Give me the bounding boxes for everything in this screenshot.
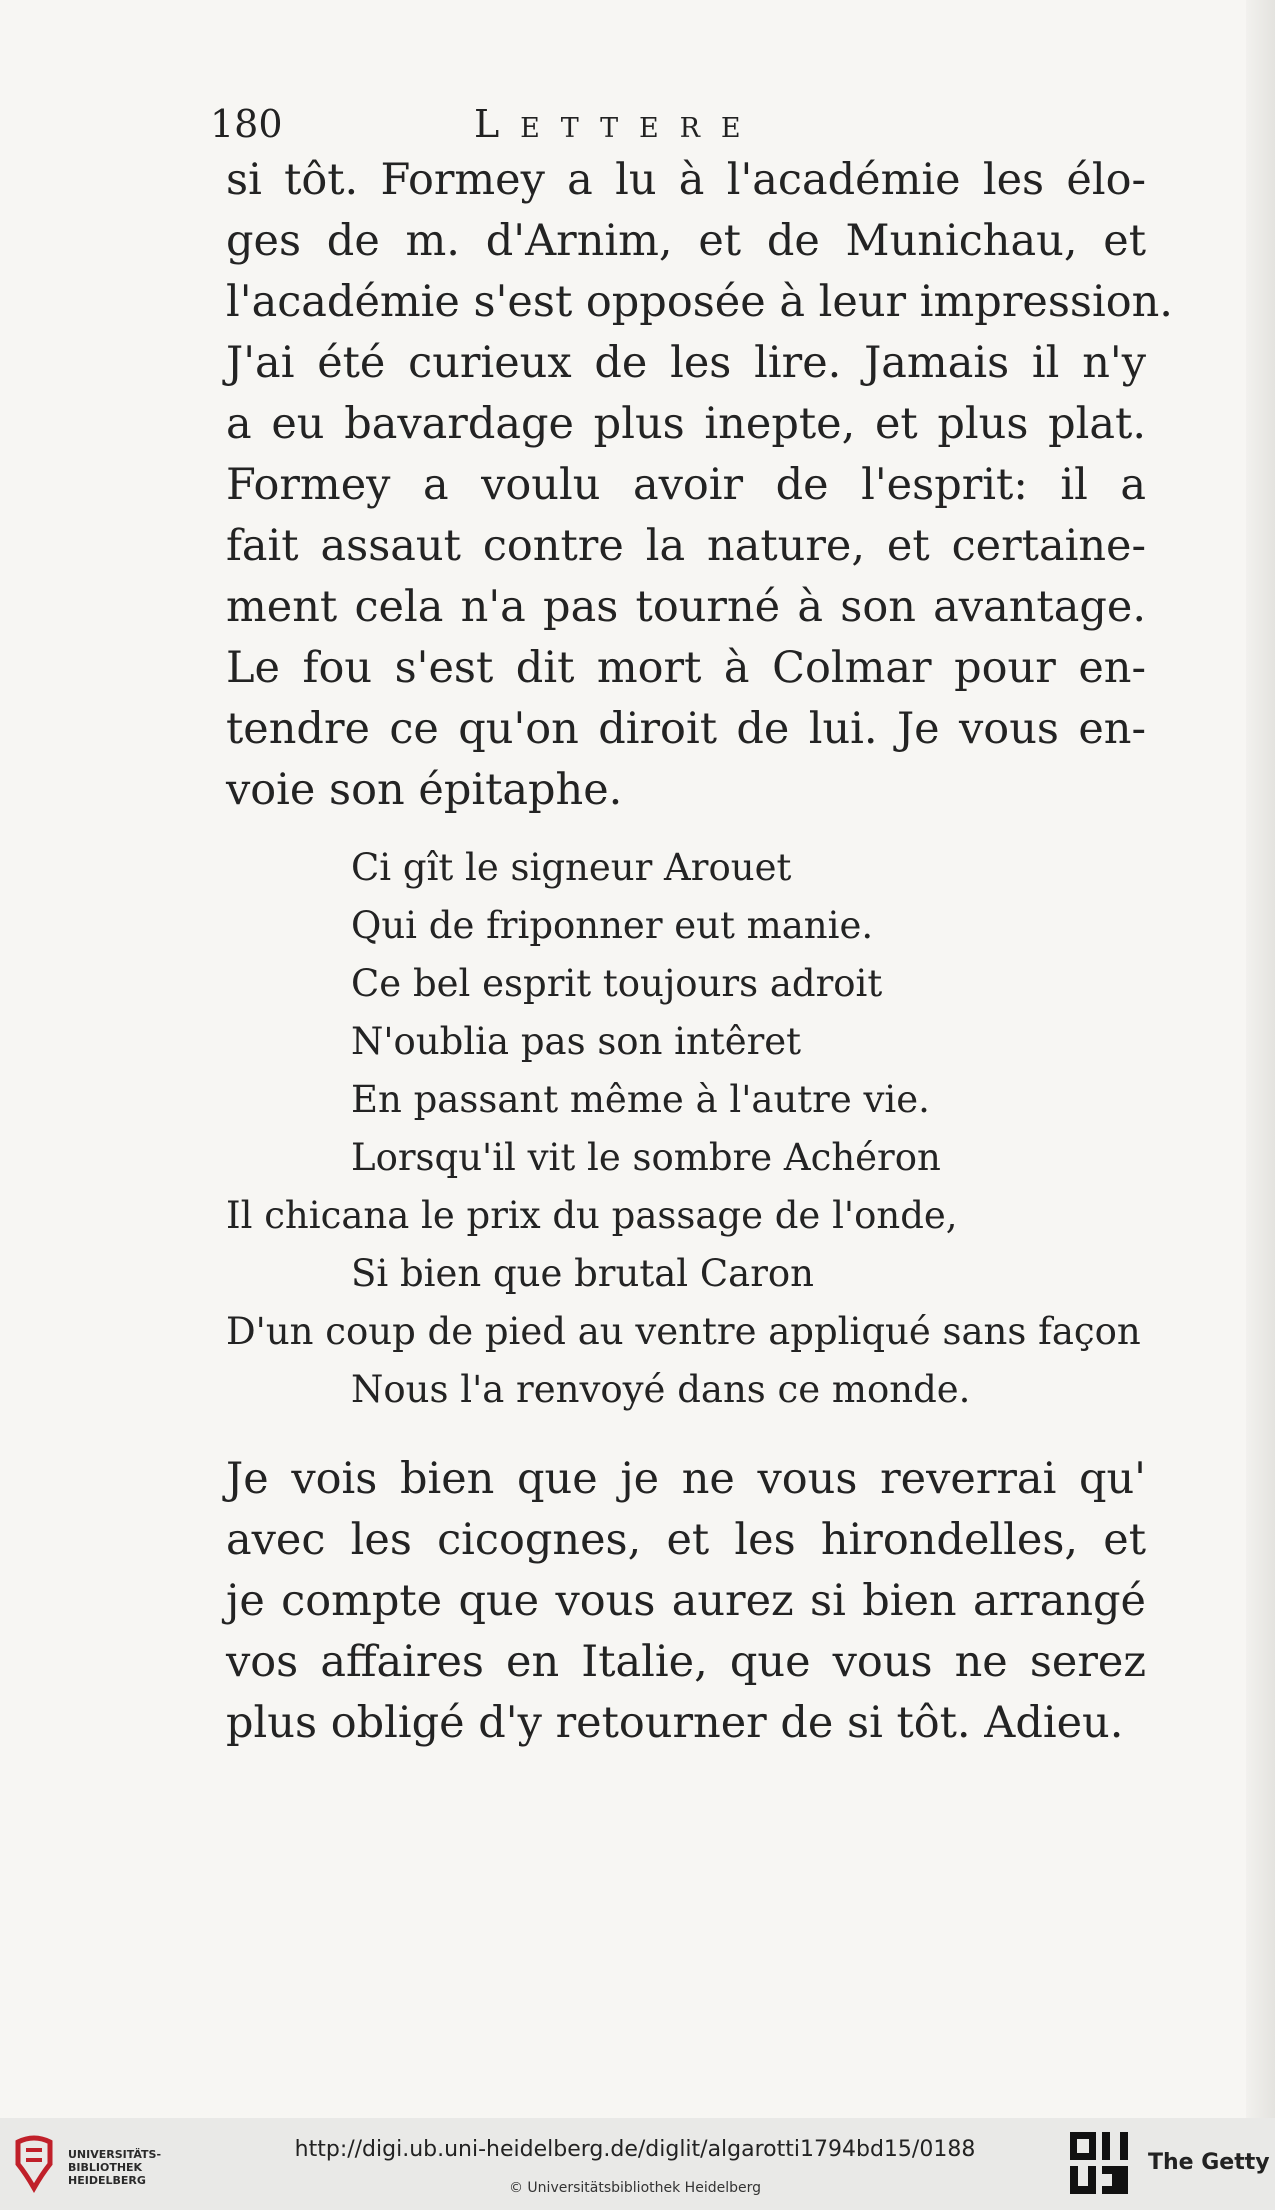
permalink-url[interactable]: http://digi.ub.uni-heidelberg.de/diglit/algarotti1794bd15/0188 [294, 2137, 976, 2162]
text-line: ment cela n'a pas tourné à son avantage. [226, 582, 1146, 632]
text-line: vos affaires en Italie, que vous ne serez [226, 1637, 1146, 1687]
text-line: fait assaut contre la nature, et certaine- [226, 521, 1146, 571]
verse-line: Si bien que brutal Caron [351, 1252, 815, 1295]
verse-line: Qui de friponner eut manie. [351, 904, 874, 947]
verse-line: Lorsqu'il vit le sombre Achéron [351, 1136, 941, 1179]
getty-name: The Getty [1148, 2150, 1270, 2175]
verse-line: Ce bel esprit toujours adroit [351, 962, 883, 1005]
epitaph-verse [226, 821, 1146, 1419]
getty-logo-icon[interactable] [1070, 2132, 1128, 2194]
text-line: plus obligé d'y retourner de si tôt. Adieu. [226, 1698, 1124, 1748]
verse-line: N'oublia pas son intêret [351, 1020, 802, 1063]
verse-line: Ci gît le signeur Arouet [351, 846, 792, 889]
text-line: avec les cicognes, et les hirondelles, et [226, 1515, 1146, 1565]
verse-line: D'un coup de pied au ventre appliqué sans façon [226, 1310, 1141, 1353]
page-edge [1246, 0, 1275, 2118]
copyright-notice: © Universitätsbibliothek Heidelberg [508, 2180, 761, 2196]
library-logo-text [68, 2148, 161, 2187]
text-line: voie son épitaphe. [226, 765, 623, 815]
text-line: a eu bavardage plus inepte, et plus plat. [226, 399, 1146, 449]
verse-line: Il chicana le prix du passage de l'onde, [226, 1194, 958, 1237]
text-line: J'ai été curieux de les lire. Jamais il n'y [226, 338, 1146, 388]
page-number: 180 [210, 102, 283, 146]
text-line: Formey a voulu avoir de l'esprit: il a [226, 460, 1146, 510]
text-line: Je vois bien que je ne vous reverrai qu' [226, 1454, 1146, 1504]
text-line: ges de m. d'Arnim, et de Munichau, et [226, 216, 1146, 266]
viewer-footer [0, 2118, 1275, 2210]
logo-line: UNIVERSITÄTS- [68, 2148, 162, 2161]
page-body [226, 150, 1173, 1754]
logo-line: BIBLIOTHEK [68, 2161, 143, 2174]
text-line: l'académie s'est opposée à leur impression. [226, 277, 1173, 327]
university-library-logo[interactable] [12, 2128, 172, 2200]
page-header [210, 96, 910, 152]
text-line: tendre ce qu'on diroit de lui. Je vous en- [226, 704, 1146, 754]
prose-paragraph-2 [226, 1449, 1146, 1754]
verse-line: En passant même à l'autre vie. [351, 1078, 930, 1121]
library-emblem-icon [12, 2134, 56, 2194]
logo-line: HEIDELBERG [68, 2174, 146, 2187]
prose-paragraph-1 [226, 150, 1173, 821]
running-title: Lettere [474, 102, 762, 146]
text-line: si tôt. Formey a lu à l'académie les élo- [226, 155, 1146, 205]
text-line: je compte que vous aurez si bien arrangé [226, 1576, 1146, 1626]
text-line: Le fou s'est dit mort à Colmar pour en- [226, 643, 1146, 693]
verse-line: Nous l'a renvoyé dans ce monde. [351, 1368, 971, 1411]
